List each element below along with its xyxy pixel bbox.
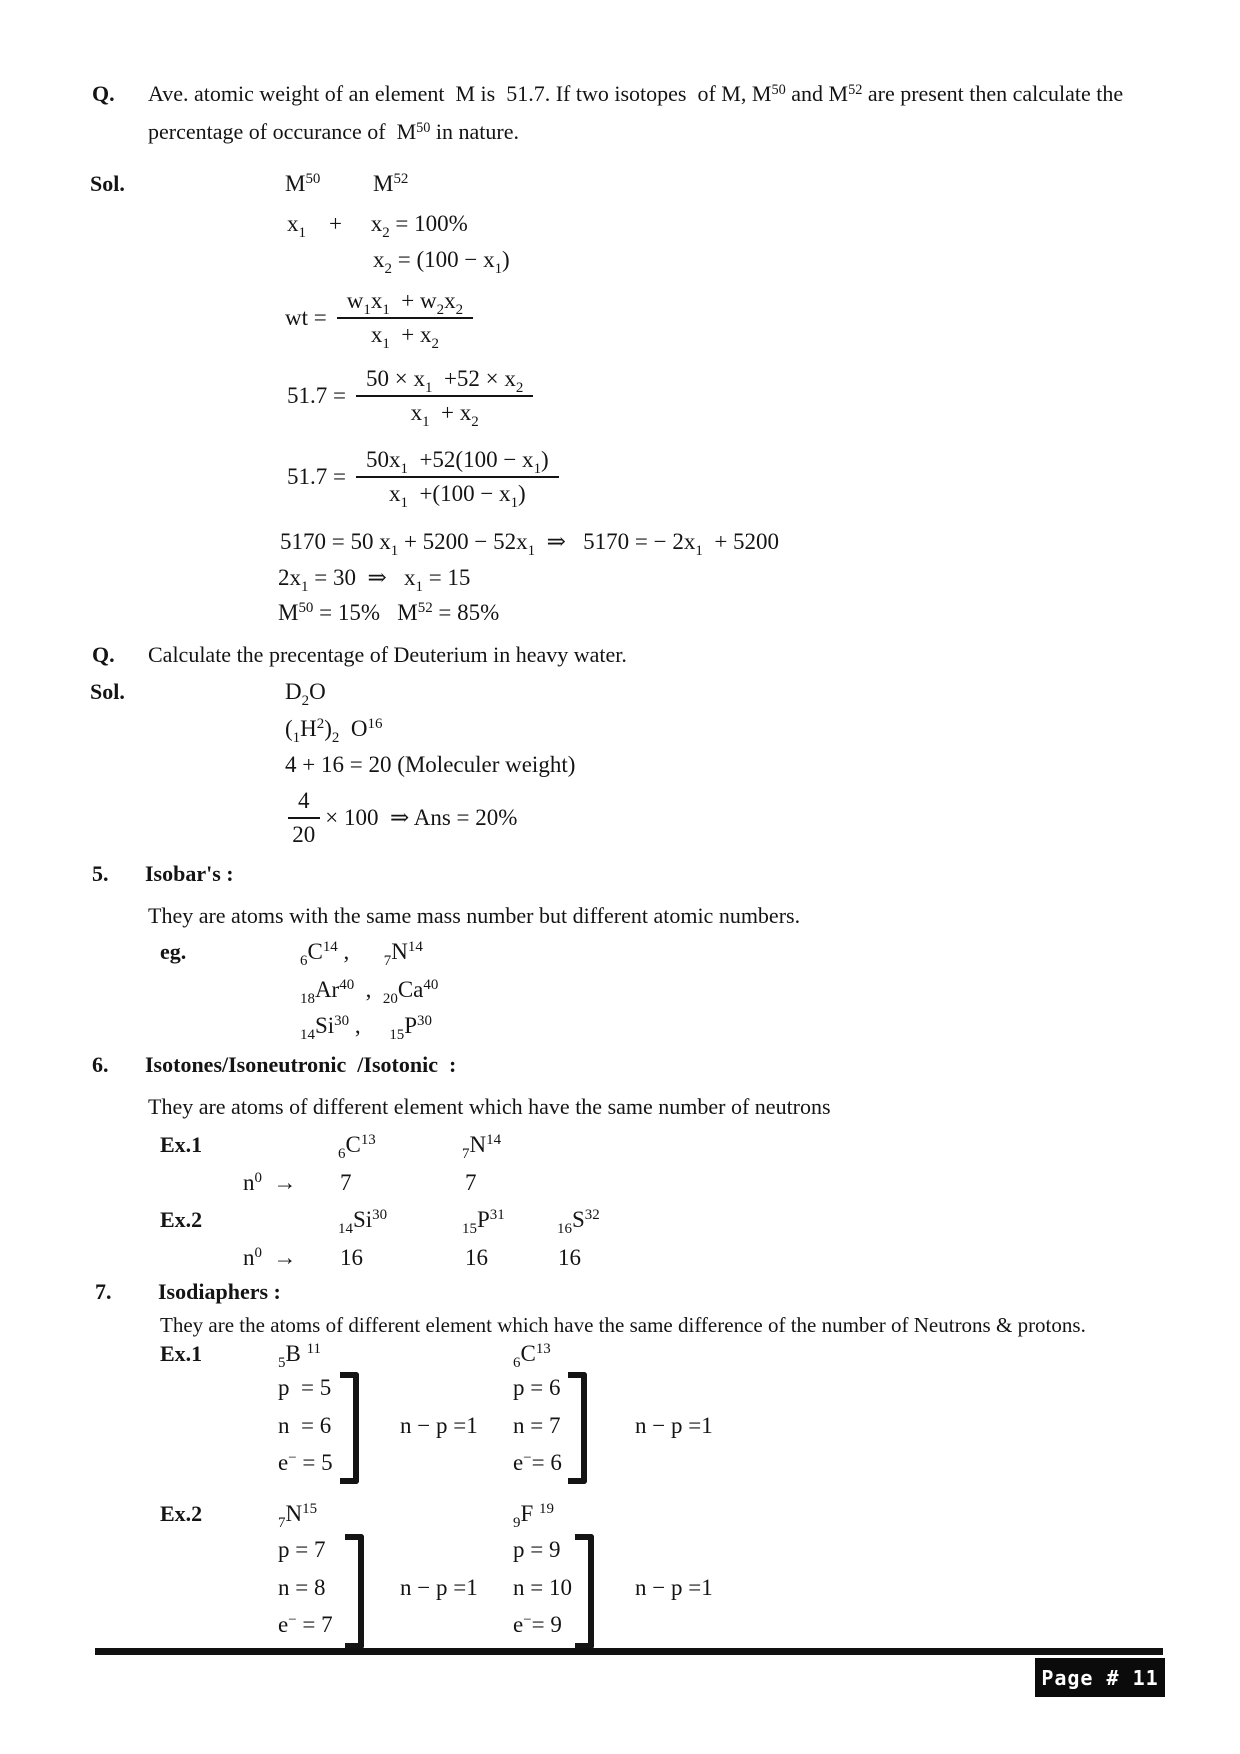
isotope-header-m52: $M^{52}$ <box>373 171 409 196</box>
example-1-label: Ex.1 <box>160 1341 203 1366</box>
section-number: 6. <box>92 1052 109 1077</box>
electron-count: e− = 5 <box>278 1450 333 1475</box>
neutron-count: n = 8 <box>278 1575 326 1600</box>
question-label: Q. <box>92 642 115 667</box>
np-difference: n − p =1 <box>635 1575 713 1600</box>
isotope-p31: $_{15}P^{31}$ <box>462 1207 505 1237</box>
fraction <box>288 788 320 848</box>
neutron-count: 7 <box>465 1170 477 1195</box>
isobar-pair-2: $_{18}Ar^{40}$ , $_{20}Ca^{40}$ <box>300 977 439 1007</box>
isotope-b11: $_5$B $^{11}$ <box>278 1341 321 1371</box>
section-title-isotones: Isotones/Isoneutronic /Isotonic : <box>145 1052 457 1077</box>
isotope-s32: $_{16}S^{32}$ <box>557 1207 600 1237</box>
proton-count: p = 6 <box>513 1375 561 1400</box>
electron-count: e− = 7 <box>278 1612 333 1637</box>
solution-label: Sol. <box>90 679 125 704</box>
fraction-denominator: $x_1 + x_2$ <box>410 400 479 430</box>
neutron-count: 16 <box>340 1245 363 1270</box>
isotope-c13: $_6C^{13}$ <box>513 1341 551 1371</box>
right-bracket <box>575 1534 594 1649</box>
equation-lhs: wt = <box>285 305 327 330</box>
formula-d2o: $D_2O$ <box>285 679 326 709</box>
equation-rhs: × 100 ⇒ Ans = 20% <box>319 805 518 830</box>
fraction-numerator: 4 <box>288 788 320 819</box>
example-1-label: Ex.1 <box>160 1132 203 1157</box>
fraction-denominator: $x_1 +(100 - x_1)$ <box>388 481 526 511</box>
page-number-badge: Page # 11 <box>1035 1658 1165 1697</box>
right-bracket <box>568 1372 587 1484</box>
isotope-si30: $_{14}Si^{30}$ <box>338 1207 388 1237</box>
equation-51-7-first <box>287 366 533 430</box>
equation-sum: $x_1$ + $x_2 = 100\%$ <box>287 211 468 241</box>
proton-count: p = 7 <box>278 1537 326 1562</box>
equation-51-7-second <box>287 447 559 511</box>
formula-expanded: $(_1H^2)_2$ $O^{16}$ <box>285 716 383 746</box>
np-difference: n − p =1 <box>400 1575 478 1600</box>
section-title-isodiaphers: Isodiaphers : <box>158 1279 281 1304</box>
example-2-label: Ex.2 <box>160 1501 203 1526</box>
equation-x2: $x_2 = (100 - x_1)$ <box>373 247 510 277</box>
isotope-n14: $_7N^{14}$ <box>462 1132 502 1162</box>
proton-count: p = 5 <box>278 1375 332 1400</box>
neutron-count: n = 7 <box>513 1413 561 1438</box>
fraction-numerator: $50 \times x_1 +52 \times x_2$ <box>356 366 533 397</box>
isotope-f19: $_9$F $^{19}$ <box>513 1501 554 1531</box>
example-2-label: Ex.2 <box>160 1207 203 1232</box>
question-text-line1: Ave. atomic weight of an element M is 51.7. If two isotopes of M, $M^{50}$ and $M^{52}$ are present then calculate the <box>148 81 1124 106</box>
proton-count: p = 9 <box>513 1537 561 1562</box>
equation-lhs: 51.7 = <box>287 464 346 489</box>
section-description: They are atoms of different element which have the same number of neutrons <box>148 1094 831 1119</box>
equation-weight-average <box>285 288 473 352</box>
equation-percentage <box>278 788 517 848</box>
isotope-c13: $_6C^{13}$ <box>338 1132 376 1162</box>
neutron-arrow: $n^0$ → <box>243 1170 297 1195</box>
electron-count: e−= 6 <box>513 1450 562 1475</box>
np-difference: n − p =1 <box>400 1413 478 1438</box>
isobar-pair-3: $_{14}Si^{30}$ , $_{15}P^{30}$ <box>300 1013 432 1043</box>
fraction-numerator: $w_1x_1 + w_2x_2$ <box>337 288 473 319</box>
footer-rule <box>95 1648 1163 1655</box>
example-label: eg. <box>160 939 187 964</box>
fraction-denominator: $x_1 + x_2$ <box>370 322 439 352</box>
question-text: Calculate the precentage of Deuterium in heavy water. <box>148 642 627 667</box>
fraction-denominator: 20 <box>292 822 316 847</box>
neutron-count: n = 10 <box>513 1575 572 1600</box>
formula-mol-weight: 4 + 16 = 20 (Moleculer weight) <box>285 752 576 777</box>
fraction-numerator: $50x_1 +52(100 - x_1)$ <box>356 447 559 478</box>
fraction <box>356 366 533 430</box>
isobar-pair-1: $_6C^{14}$ , $_7N^{14}$ <box>300 939 423 969</box>
equation-expand: 5170 = 50 $x_1 + 5200 - 52x_1$ ⇒ 5170 = − $2x_1 + 5200$ <box>280 529 780 559</box>
neutron-count: n = 6 <box>278 1413 332 1438</box>
neutron-count: 16 <box>465 1245 488 1270</box>
neutron-count: 7 <box>340 1170 352 1195</box>
equation-lhs: 51.7 = <box>287 383 346 408</box>
section-title-isobars: Isobar's : <box>145 861 234 886</box>
section-description: They are atoms with the same mass number but different atomic numbers. <box>148 903 801 928</box>
question-text-line2: percentage of occurance of $M^{50}$ in nature. <box>148 119 520 144</box>
right-bracket <box>340 1372 359 1484</box>
right-bracket <box>345 1534 364 1649</box>
solution-label: Sol. <box>90 171 125 196</box>
fraction <box>337 288 473 352</box>
isotope-n15: $_7N^{15}$ <box>278 1501 318 1531</box>
np-difference: n − p =1 <box>635 1413 713 1438</box>
electron-count: e−= 9 <box>513 1612 562 1637</box>
equation-solve: $2x_1 = 30$ ⇒ $x_1 = 15$ <box>278 565 471 595</box>
question-label: Q. <box>92 81 115 106</box>
equation-result: $M^{50} = 15\%$ $M^{52} = 85\%$ <box>278 600 500 625</box>
section-number: 5. <box>92 861 109 886</box>
section-number: 7. <box>95 1279 112 1304</box>
neutron-count: 16 <box>558 1245 581 1270</box>
isotope-header-m50: $M^{50}$ <box>285 171 321 196</box>
fraction <box>356 447 559 511</box>
section-description: They are the atoms of different element which have the same difference of the number of Neutrons & protons. <box>160 1313 1086 1337</box>
neutron-arrow: $n^0$ → <box>243 1245 297 1270</box>
